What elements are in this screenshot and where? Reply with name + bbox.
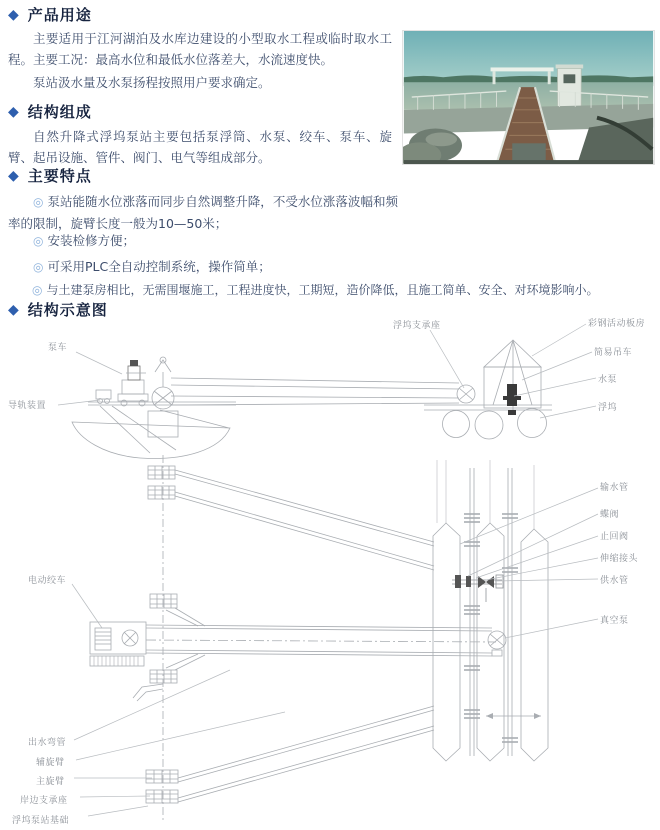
diamond-icon: ◆: [8, 167, 20, 184]
ring-bullet-icon: ◎: [33, 234, 44, 248]
label-shore-support: 岸边支承座: [20, 796, 68, 806]
diamond-icon: ◆: [8, 103, 20, 120]
label-panel-house: 彩钢活动板房: [588, 319, 646, 329]
heading-features-label: 主要特点: [27, 167, 92, 185]
label-main-arm: 主旋臂: [36, 777, 65, 787]
diamond-icon: ◆: [8, 301, 20, 318]
feature-text: 泵站能随水位涨落而同步自然调整升降，不受水位涨落波幅和频率的限制，旋臂长度一般为10—50米；: [8, 194, 398, 231]
heading-composition-label: 结构组成: [27, 103, 92, 121]
usage-paragraph-2: 泵站汲水量及水泵扬程按照用户要求确定。: [33, 75, 271, 90]
side-view-group: [72, 340, 552, 458]
heading-schematic-label: 结构示意图: [27, 301, 108, 319]
label-floating-dock: 浮坞: [598, 403, 618, 413]
ring-bullet-icon: ◎: [32, 283, 43, 297]
section-heading-usage: [8, 4, 92, 25]
label-outlet-bend: 出水弯管: [28, 738, 67, 748]
feature-item: [8, 230, 398, 252]
label-water-pump: 水泵: [598, 375, 618, 385]
label-simple-crane: 简易吊车: [594, 348, 633, 358]
label-pump-car: 泵车: [48, 343, 68, 353]
feature-text: 可采用PLC全自动控制系统，操作简单；: [47, 259, 271, 274]
winch-group: [90, 622, 146, 666]
usage-paragraph-1: 主要适用于江河湖泊及水库边建设的小型取水工程或临时取水工程。主要工况：最高水位和最低水位落差大，水流速度快。: [8, 31, 392, 67]
label-aux-arm: 辅旋臂: [36, 758, 65, 768]
composition-paragraph: 自然升降式浮坞泵站主要包括泵浮筒、水泵、绞车、泵车、旋臂、起吊设施、管件、阀门、电气等组成部分。: [8, 129, 392, 165]
feature-text: 安装检修方便；: [47, 233, 135, 248]
label-vacuum-pump: 真空泵: [600, 616, 629, 626]
feature-item: [8, 191, 398, 234]
heading-usage-label: 产品用途: [27, 6, 92, 24]
ring-bullet-icon: ◎: [33, 260, 44, 274]
feature-text: 与土建泵房相比，无需围堰施工，工程进度快，工期短，造价降低，且施工简单、安全、对环境影响小。: [46, 283, 599, 297]
label-supply-pipe: 供水管: [600, 576, 629, 586]
dock-pipes: [464, 468, 518, 756]
label-check-valve: 止回阀: [600, 532, 629, 542]
label-electric-winch: 电动绞车: [28, 576, 67, 586]
feature-item: [8, 280, 656, 301]
label-guide-rail: 导轨装置: [8, 401, 47, 411]
flange-blocks: [146, 466, 178, 803]
plan-view-group: [90, 455, 548, 822]
section-heading-composition: [8, 101, 92, 122]
photo-floating-pump-station: [402, 30, 655, 165]
ring-bullet-icon: ◎: [33, 195, 44, 209]
label-expansion-joint: 伸缩接头: [600, 554, 639, 564]
schematic-diagram: [0, 310, 660, 830]
schematic-line-art: [0, 310, 660, 830]
feature-item: [8, 256, 398, 278]
label-delivery-pipe: 输水管: [600, 483, 629, 493]
section-heading-features: [8, 165, 92, 186]
label-foundation: 浮坞泵站基础: [12, 816, 70, 826]
photo-art: [403, 31, 654, 164]
diamond-icon: ◆: [8, 6, 20, 23]
label-dock-support: 浮坞支承座: [393, 321, 441, 331]
label-butterfly-valve: 蝶阀: [600, 510, 620, 520]
